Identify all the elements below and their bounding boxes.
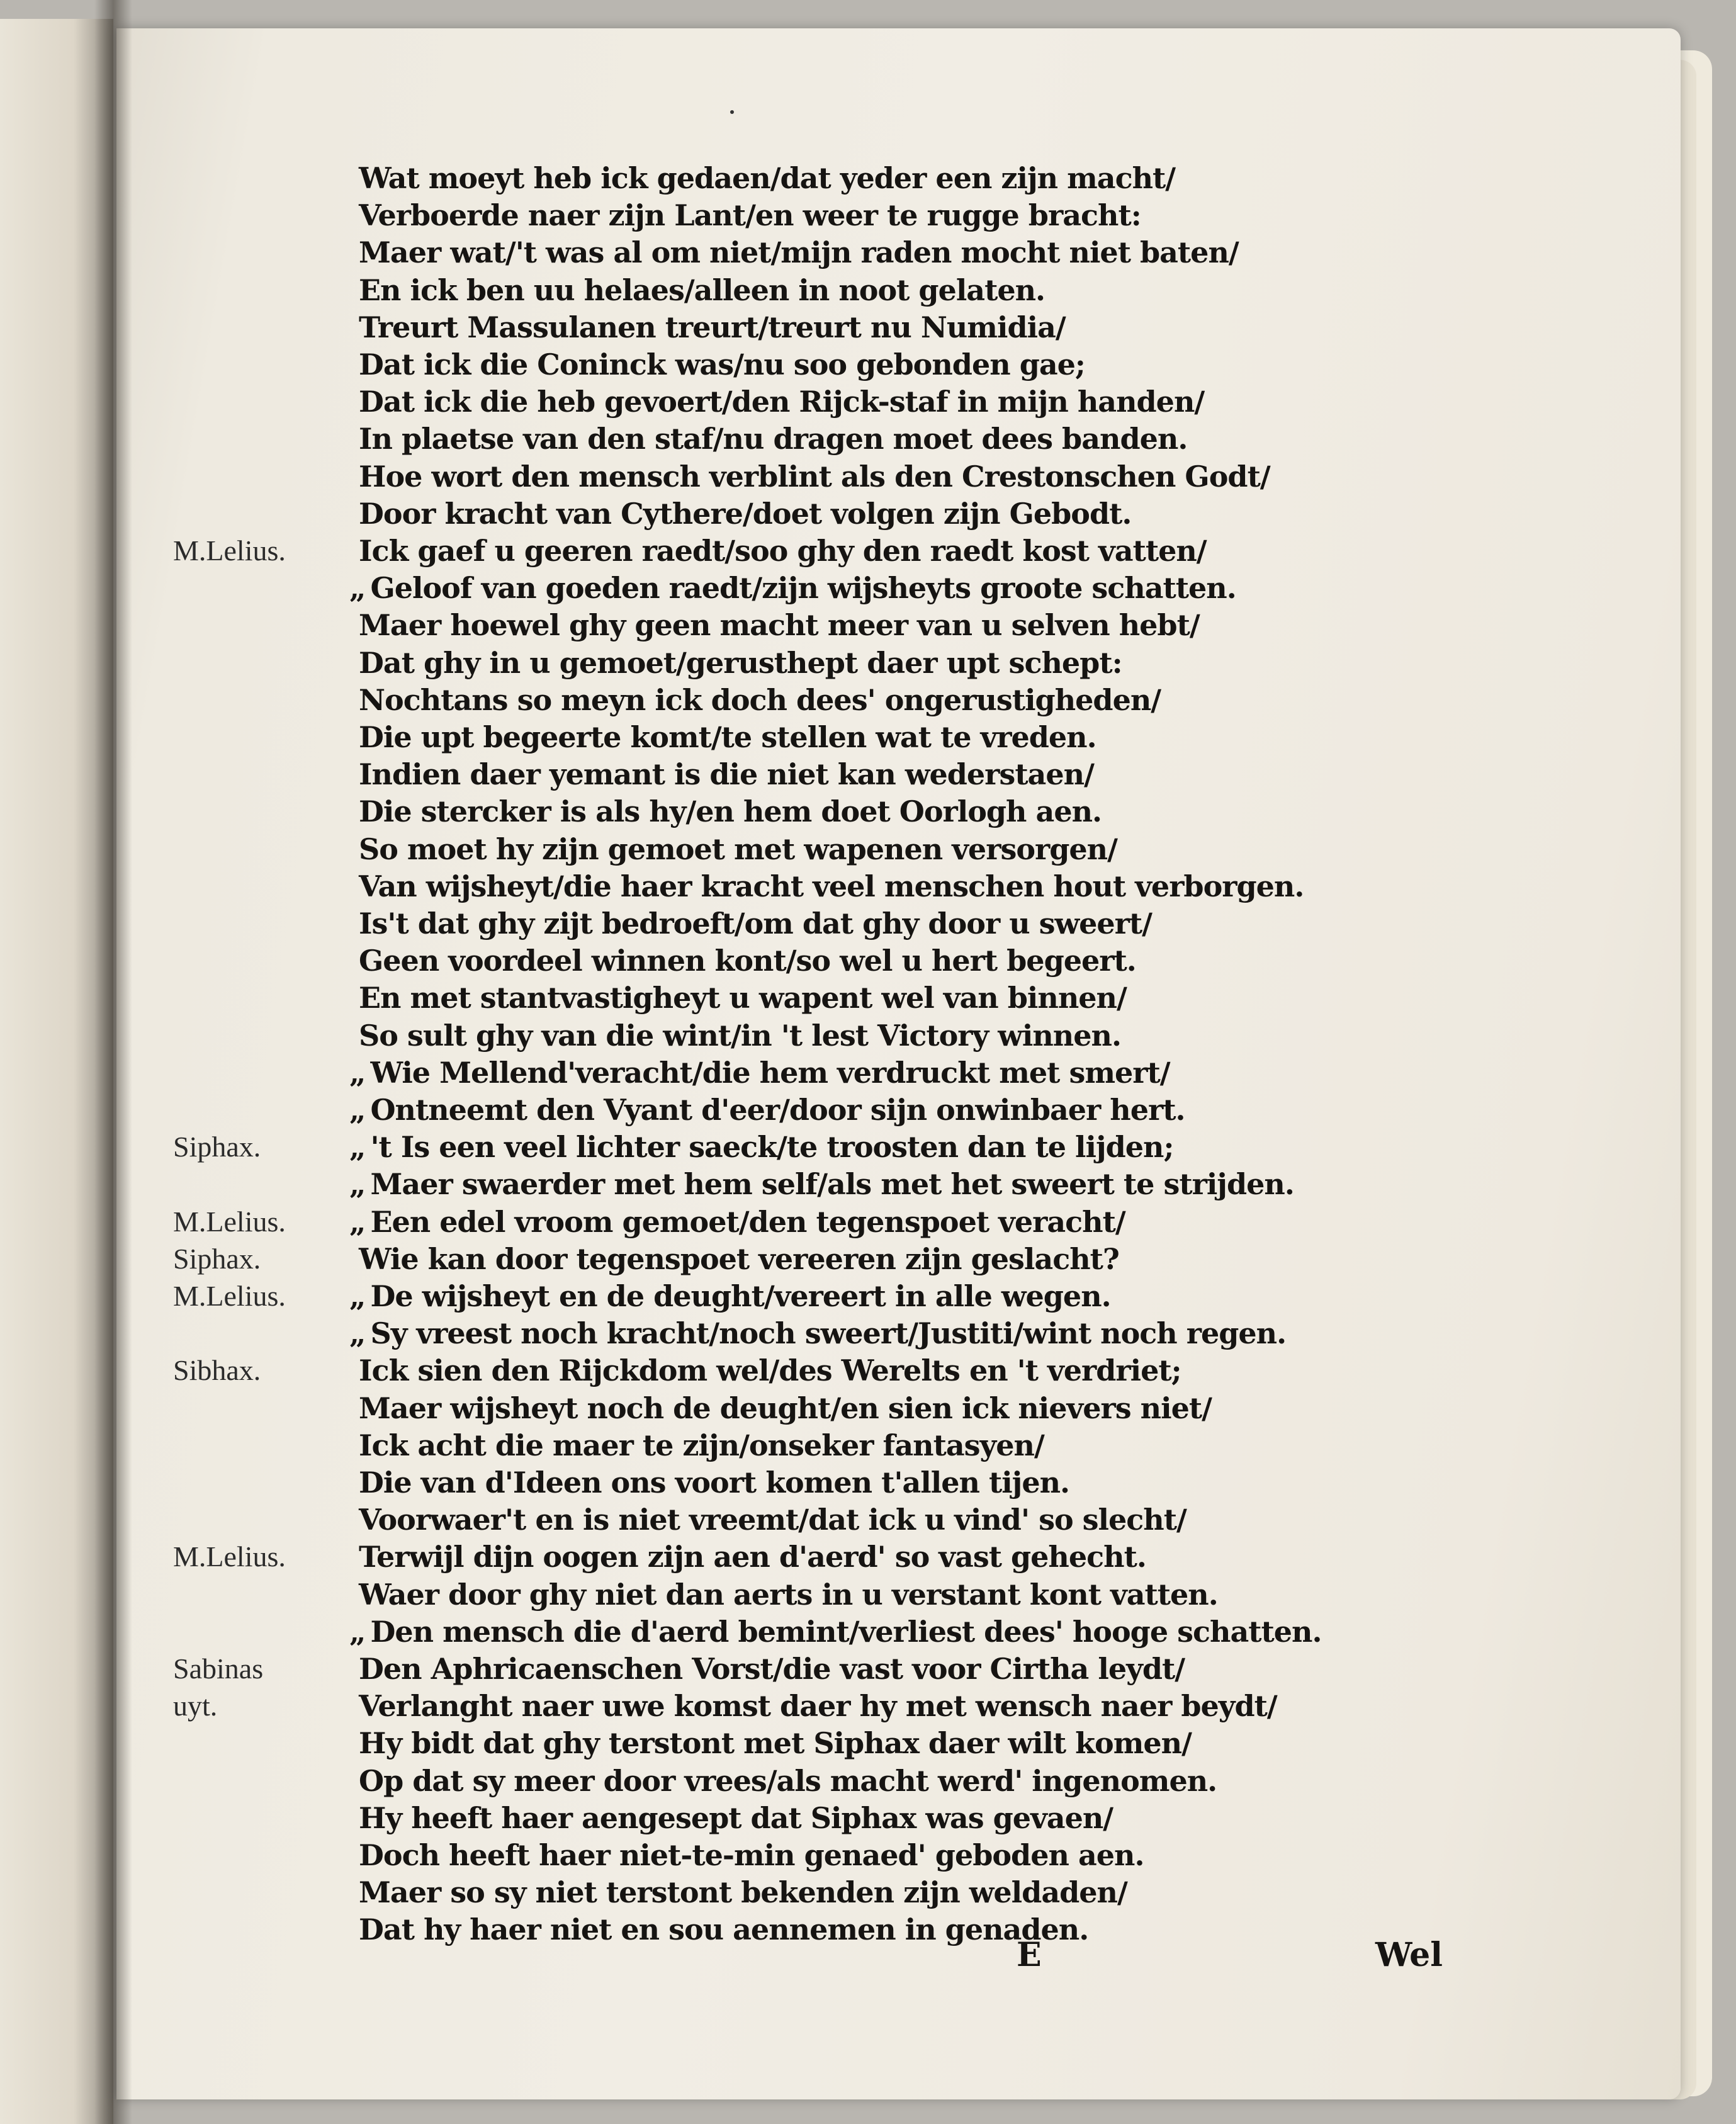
verse-words: Hoe wort den mensch verblint als den Crestonschen Godt/	[359, 459, 1270, 494]
verse-line	[116, 718, 1681, 756]
book-gutter-shadow	[94, 0, 132, 2124]
verse-text	[359, 532, 1207, 570]
verse-line	[116, 1501, 1681, 1539]
verse-words: Doch heeft haer niet-te-min genaed' geboden aen.	[359, 1838, 1144, 1872]
verse-words: Maer so sy niet terstont bekenden zijn weldaden/	[359, 1875, 1127, 1910]
verse-text	[349, 1277, 1111, 1315]
verse-words: Die van d'Ideen ons voort komen t'allen tijen.	[359, 1466, 1070, 1500]
quote-mark: „	[349, 1316, 366, 1351]
verse-text	[359, 1576, 1218, 1613]
speaker-name: M.Lelius.	[173, 534, 286, 567]
verse-words: Den Aphricaenschen Vorst/die vast voor Cirtha leydt/	[359, 1652, 1185, 1686]
verse-text	[359, 271, 1045, 309]
verse-words: Maer wijsheyt noch de deught/en sien ick nievers niet/	[359, 1391, 1212, 1425]
verse-line	[116, 1538, 1681, 1576]
verse-words: Ontneemt den Vyant d'eer/door sijn onwinbaer hert.	[370, 1093, 1185, 1127]
verse-line	[116, 1054, 1681, 1092]
verse-text	[359, 681, 1161, 719]
verse-line	[116, 1613, 1681, 1651]
verse-text	[359, 234, 1239, 271]
verse-line	[116, 1762, 1681, 1800]
verse-words: Indien daer yemant is die niet kan wederstaen/	[359, 757, 1094, 792]
speaker-name: M.Lelius.	[173, 1540, 286, 1573]
verse-text	[349, 1165, 1294, 1203]
verse-text	[359, 1389, 1212, 1427]
verse-text	[359, 979, 1127, 1017]
book-page	[116, 28, 1681, 2099]
verse-line	[116, 1576, 1681, 1613]
verse-words: Ick sien den Rijckdom wel/des Werelts en 't verdriet;	[359, 1353, 1181, 1388]
verse-line	[116, 1389, 1681, 1427]
verse-words: Wat moeyt heb ick gedaen/dat yeder een zijn macht/	[359, 161, 1176, 195]
verse-line	[116, 1687, 1681, 1725]
verse-text	[359, 1017, 1121, 1054]
speaker-name: Siphax.	[173, 1131, 261, 1163]
verse-text	[349, 1091, 1185, 1129]
verse-line	[116, 1314, 1681, 1352]
speaker-name: M.Lelius.	[173, 1205, 286, 1238]
verse-line	[116, 755, 1681, 793]
verse-line	[116, 569, 1681, 607]
verse-words: Wie kan door tegenspoet vereeren zijn geslacht?	[359, 1241, 1119, 1276]
verse-text	[359, 1762, 1217, 1800]
verse-text	[349, 1128, 1173, 1166]
verse-line	[116, 681, 1681, 719]
verse-line	[116, 1836, 1681, 1874]
verse-text	[359, 458, 1270, 495]
verse-words: Hy bidt dat ghy terstont met Siphax daer wilt komen/	[359, 1726, 1192, 1761]
verse-line	[116, 1352, 1681, 1389]
verse-line	[116, 1165, 1681, 1203]
verse-line	[116, 1240, 1681, 1278]
verse-words: Maer wat/'t was al om niet/mijn raden mocht niet baten/	[359, 235, 1239, 270]
verse-words: Op dat sy meer door vrees/als macht werd' ingenomen.	[359, 1763, 1217, 1798]
verse-text	[359, 1501, 1186, 1539]
verse-line	[116, 1724, 1681, 1762]
speaker-name: uyt.	[173, 1690, 218, 1722]
verse-words: En met stantvastigheyt u wapent wel van binnen/	[359, 981, 1127, 1015]
verse-line	[116, 1650, 1681, 1688]
verse-text	[359, 196, 1141, 234]
verse-line	[116, 308, 1681, 346]
verse-words: In plaetse van den staf/nu dragen moet dees banden.	[359, 422, 1188, 456]
signature-mark: E	[1017, 1936, 1042, 1974]
verse-text	[349, 1314, 1286, 1352]
verse-line	[116, 644, 1681, 682]
verse-text	[359, 905, 1152, 942]
verse-line	[116, 905, 1681, 942]
verse-text	[349, 1613, 1322, 1651]
verse-line	[116, 1911, 1681, 1948]
verse-words: Geloof van goeden raedt/zijn wijsheyts groote schatten.	[370, 571, 1236, 606]
verse-words: En ick ben uu helaes/alleen in noot gelaten.	[359, 273, 1046, 307]
verse-text	[359, 1240, 1119, 1278]
quote-mark: „	[349, 1279, 366, 1313]
verse-words: Is't dat ghy zijt bedroeft/om dat ghy door u sweert/	[359, 907, 1152, 941]
verse-words: 't Is een veel lichter saeck/te troosten dan te lijden;	[370, 1130, 1174, 1165]
verse-words: Waer door ghy niet dan aerts in u verstant kont vatten.	[359, 1577, 1218, 1612]
speaker-name: Sibhax.	[173, 1354, 261, 1387]
verse-words: Dat ick die Coninck was/nu soo gebonden gae;	[359, 347, 1085, 381]
verse-text	[359, 383, 1204, 421]
verse-text	[359, 1352, 1181, 1389]
speaker-name: Sabinas	[173, 1652, 264, 1685]
verse-words: Verlanght naer uwe komst daer hy met wensch naer beydt/	[359, 1689, 1277, 1724]
verse-text	[359, 420, 1187, 458]
verse-text	[349, 1203, 1125, 1241]
verse-text	[359, 1650, 1185, 1688]
quote-mark: „	[349, 571, 366, 606]
verse-line	[116, 234, 1681, 271]
speaker-name: Siphax.	[173, 1242, 261, 1275]
verse-words: Terwijl dijn oogen zijn aen d'aerd' so vast gehecht.	[359, 1540, 1146, 1574]
verse-text	[359, 830, 1117, 868]
verse-text	[359, 793, 1102, 830]
verse-text	[349, 1054, 1170, 1092]
verse-words: Treurt Massulanen treurt/treurt nu Numidia/	[359, 310, 1066, 344]
verse-words: Die stercker is als hy/en hem doet Oorlogh aen.	[359, 794, 1102, 829]
verse-words: Hy heeft haer aengesept dat Siphax was gevaen/	[359, 1800, 1113, 1835]
verse-text	[359, 942, 1136, 980]
verse-words: Geen voordeel winnen kont/so wel u hert begeert.	[359, 944, 1136, 978]
verse-text	[359, 755, 1094, 793]
verse-line	[116, 942, 1681, 980]
verse-text	[359, 1687, 1277, 1725]
verse-text	[359, 1426, 1044, 1464]
verse-words: Dat hy haer niet en sou aennemen in genaden.	[359, 1912, 1089, 1947]
quote-mark: „	[349, 1055, 366, 1090]
quote-mark: „	[349, 1093, 366, 1127]
verse-line	[116, 1091, 1681, 1129]
quote-mark: „	[349, 1204, 366, 1239]
verse-line	[116, 159, 1681, 197]
verse-text	[359, 644, 1122, 682]
verse-words: So sult ghy van die wint/in 't lest Victory winnen.	[359, 1018, 1121, 1053]
verse-text-block	[116, 28, 1681, 2099]
verse-words: Voorwaer't en is niet vreemt/dat ick u vind' so slecht/	[359, 1503, 1186, 1537]
verse-line	[116, 793, 1681, 830]
verse-line	[116, 196, 1681, 234]
verse-line	[116, 979, 1681, 1017]
verse-text	[359, 1724, 1192, 1762]
verse-words: So moet hy zijn gemoet met wapenen versorgen/	[359, 832, 1117, 866]
verse-line	[116, 420, 1681, 458]
verse-text	[359, 1538, 1146, 1576]
verse-text	[359, 159, 1175, 197]
verse-text	[359, 1836, 1144, 1874]
verse-words: Dat ghy in u gemoet/gerusthept daer upt schept:	[359, 645, 1122, 680]
verse-line	[116, 830, 1681, 868]
verse-text	[359, 606, 1200, 644]
verse-words: Maer hoewel ghy geen macht meer van u selven hebt/	[359, 608, 1200, 643]
verse-words: Een edel vroom gemoet/den tegenspoet veracht/	[370, 1204, 1125, 1239]
verse-words: Verboerde naer zijn Lant/en weer te rugge bracht:	[359, 198, 1141, 233]
verse-line	[116, 1203, 1681, 1241]
verse-text	[359, 718, 1096, 756]
verse-text	[359, 495, 1131, 533]
verse-line	[116, 383, 1681, 421]
verse-words: Ick gaef u geeren raedt/soo ghy den raedt kost vatten/	[359, 534, 1207, 568]
verse-words: Ick acht die maer te zijn/onseker fantasyen/	[359, 1428, 1044, 1462]
verse-line	[116, 1464, 1681, 1501]
verse-line	[116, 495, 1681, 533]
verse-words: De wijsheyt en de deught/vereert in alle wegen.	[370, 1279, 1111, 1313]
verse-words: Maer swaerder met hem self/als met het sweert te strijden.	[370, 1167, 1294, 1202]
verse-text	[359, 346, 1085, 383]
verse-line	[116, 271, 1681, 309]
verse-words: Door kracht van Cythere/doet volgen zijn Gebodt.	[359, 496, 1132, 531]
verse-words: Dat ick die heb gevoert/den Rijck-staf in mijn handen/	[359, 385, 1205, 419]
quote-mark: „	[349, 1167, 366, 1202]
verse-words: Den mensch die d'aerd bemint/verliest dees' hooge schatten.	[370, 1614, 1322, 1649]
verse-text	[359, 1799, 1113, 1837]
verse-line	[116, 1873, 1681, 1911]
verse-line	[116, 458, 1681, 495]
speaker-name: M.Lelius.	[173, 1280, 286, 1312]
verse-line	[116, 532, 1681, 570]
quote-mark: „	[349, 1614, 366, 1649]
verse-line	[116, 1017, 1681, 1054]
catchword: Wel	[1375, 1936, 1443, 1974]
verse-text	[359, 867, 1304, 905]
verse-line	[116, 1426, 1681, 1464]
verse-words: Van wijsheyt/die haer kracht veel menschen hout verborgen.	[359, 869, 1304, 903]
quote-mark: „	[349, 1130, 366, 1165]
verse-line	[116, 346, 1681, 383]
verse-words: Nochtans so meyn ick doch dees' ongerustigheden/	[359, 682, 1161, 717]
verse-words: Sy vreest noch kracht/noch sweert/Justiti/wint noch regen.	[370, 1316, 1287, 1351]
verse-line	[116, 1799, 1681, 1837]
verse-line	[116, 1128, 1681, 1166]
verse-words: Wie Mellend'veracht/die hem verdruckt met smert/	[370, 1055, 1170, 1090]
verse-text	[359, 1464, 1069, 1501]
verse-text	[349, 569, 1236, 607]
verse-line	[116, 606, 1681, 644]
verse-text	[359, 1873, 1127, 1911]
verse-line	[116, 1277, 1681, 1315]
verse-text	[359, 308, 1066, 346]
verse-line	[116, 867, 1681, 905]
verse-words: Die upt begeerte komt/te stellen wat te vreden.	[359, 720, 1096, 754]
verse-text	[359, 1911, 1088, 1948]
